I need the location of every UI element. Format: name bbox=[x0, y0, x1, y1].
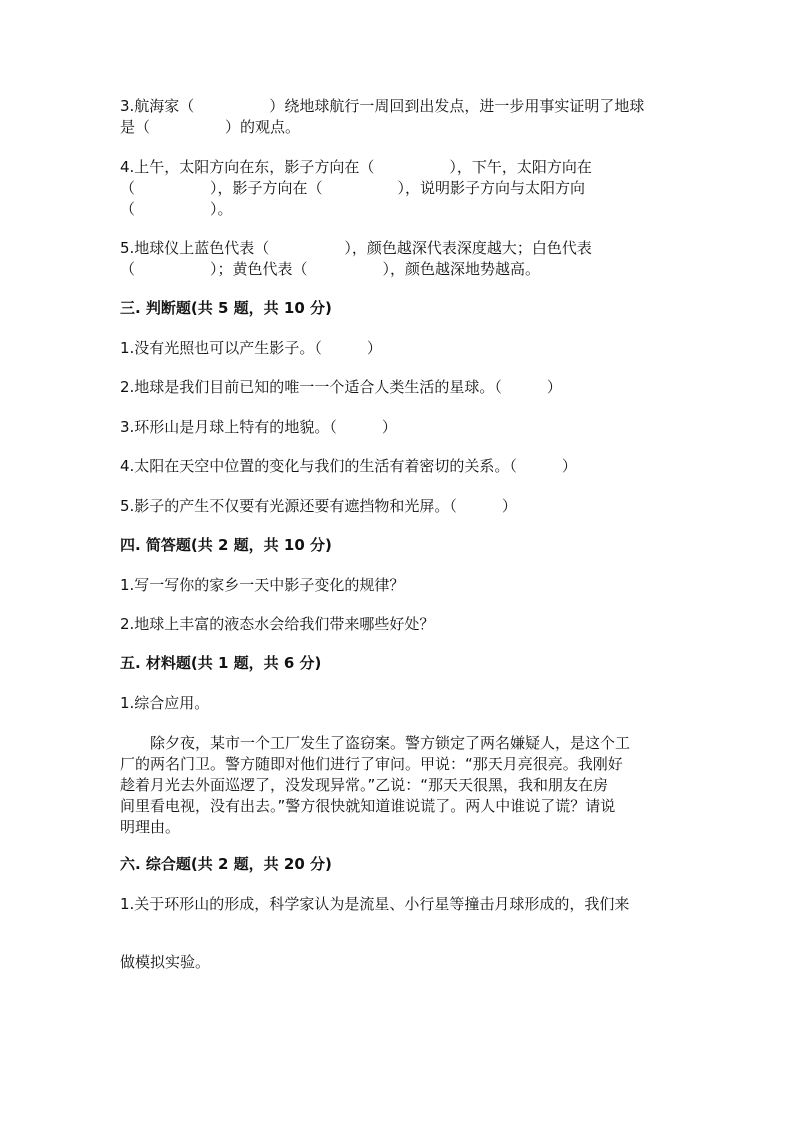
comprehensive-q1-line1: 1.关于环形山的形成，科学家认为是流星、小行星等撞击月球形成的，我们来 bbox=[120, 895, 630, 913]
q4-line2: （ ），影子方向在（ ），说明影子方向与太阳方向 bbox=[120, 179, 586, 197]
section-comprehensive-heading: 六. 综合题(共 2 题，共 20 分) bbox=[120, 855, 332, 873]
section-short-heading: 四. 简答题(共 2 题，共 10 分) bbox=[120, 536, 332, 554]
short-item-1: 1.写一写你的家乡一天中影子变化的规律？ bbox=[120, 576, 405, 594]
q4-line1: 4.上午，太阳方向在东，影子方向在（ ），下午，太阳方向在 bbox=[120, 158, 592, 176]
section-material-heading: 五. 材料题(共 1 题，共 6 分) bbox=[120, 654, 322, 672]
q3-line2: 是（ ）的观点。 bbox=[120, 118, 301, 136]
judge-item-1: 1.没有光照也可以产生影子。（ ） bbox=[120, 339, 382, 357]
judge-item-2: 2.地球是我们目前已知的唯一一个适合人类生活的星球。（ ） bbox=[120, 378, 562, 396]
material-q1: 1.综合应用。 bbox=[120, 694, 210, 712]
comprehensive-q1-line2: 做模拟实验。 bbox=[120, 953, 211, 971]
judge-item-5: 5.影子的产生不仅要有光源还要有遮挡物和光屏。（ ） bbox=[120, 497, 517, 515]
q3-line1: 3.航海家（ ）绕地球航行一周回到出发点，进一步用事实证明了地球 bbox=[120, 97, 645, 115]
q5-line1: 5.地球仪上蓝色代表（ ），颜色越深代表深度越大；白色代表 bbox=[120, 239, 592, 257]
q4-line3: （ ）。 bbox=[120, 200, 233, 218]
short-item-2: 2.地球上丰富的液态水会给我们带来哪些好处？ bbox=[120, 615, 435, 633]
material-passage-line-3: 趁着月光去外面巡逻了，没发现异常。”乙说：“那天天很黑，我和朋友在房 bbox=[120, 776, 609, 794]
material-passage-line-1: 除夕夜，某市一个工厂发生了盗窃案。警方锁定了两名嫌疑人，是这个工 bbox=[120, 734, 631, 752]
section-judge-heading: 三. 判断题(共 5 题，共 10 分) bbox=[120, 299, 332, 317]
q5-line2: （ ）；黄色代表（ ），颜色越深地势越高。 bbox=[120, 260, 541, 278]
material-passage-line-4: 间里看电视，没有出去。”警方很快就知道谁说谎了。两人中谁说了谎？请说 bbox=[120, 797, 616, 815]
material-passage-line-2: 厂的两名门卫。警方随即对他们进行了审问。甲说：“那天月亮很亮。我刚好 bbox=[120, 755, 623, 773]
judge-item-4: 4.太阳在天空中位置的变化与我们的生活有着密切的关系。（ ） bbox=[120, 457, 577, 475]
judge-item-3: 3.环形山是月球上特有的地貌。（ ） bbox=[120, 418, 397, 436]
material-passage-line-5: 明理由。 bbox=[120, 818, 181, 836]
